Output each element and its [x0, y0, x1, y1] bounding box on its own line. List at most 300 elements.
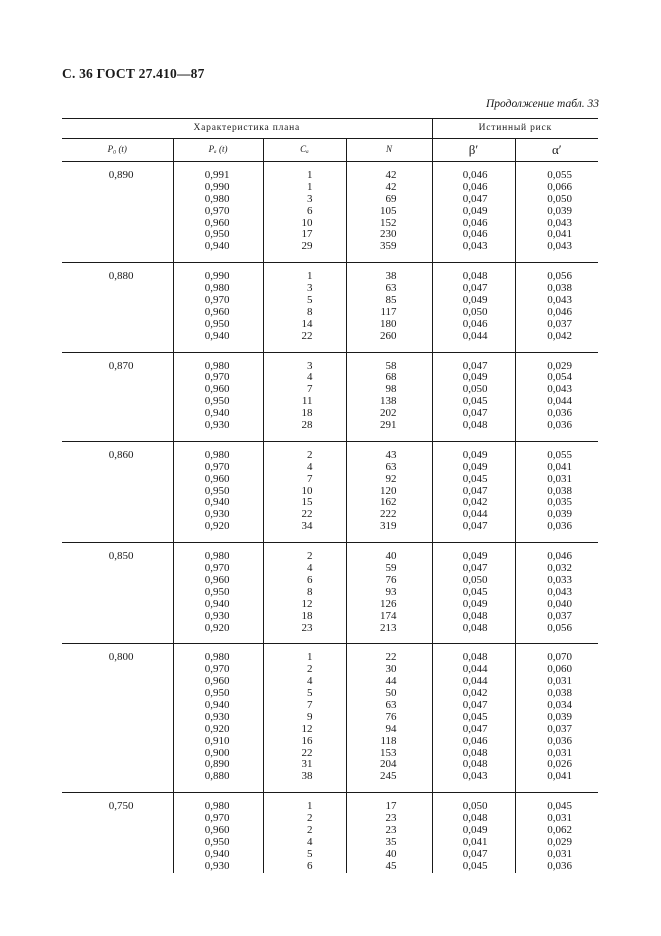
beta-value: 0,041 [462, 835, 488, 848]
alpha-value: 0,032 [547, 562, 573, 575]
alpha-value: 0,042 [547, 329, 573, 342]
pa-value: 0,980 [204, 192, 230, 205]
ca-value: 1 [307, 180, 313, 193]
pa-value: 0,970 [204, 294, 230, 307]
beta-value: 0,046 [462, 180, 488, 193]
pa-value: 0,960 [204, 383, 230, 396]
beta-cell [432, 162, 515, 263]
ca-value: 12 [301, 597, 313, 610]
pa-value: 0,990 [204, 270, 230, 283]
alpha-value: 0,066 [547, 180, 573, 193]
beta-value: 0,050 [462, 383, 488, 396]
pa-value: 0,970 [204, 204, 230, 217]
ca-value: 23 [301, 621, 313, 634]
alpha-cell [515, 441, 598, 542]
pa-cell [173, 352, 263, 441]
n-value: 153 [380, 746, 397, 759]
alpha-value: 0,046 [547, 305, 573, 318]
ca-value: 17 [301, 228, 313, 241]
n-value: 44 [385, 675, 397, 688]
beta-value: 0,050 [462, 305, 488, 318]
pa-value: 0,950 [204, 687, 230, 700]
column-header-beta: β′ [432, 139, 515, 162]
n-value: 50 [385, 687, 397, 700]
ca-value: 8 [307, 305, 313, 318]
alpha-value: 0,031 [547, 847, 573, 860]
alpha-value: 0,034 [547, 698, 573, 711]
ca-value: 4 [307, 562, 313, 575]
ca-cell [263, 352, 346, 441]
ca-cell [263, 644, 346, 793]
pa-value: 0,950 [204, 484, 230, 497]
ca-value: 4 [307, 371, 313, 384]
pa-cell [173, 543, 263, 644]
beta-value: 0,049 [462, 294, 488, 307]
pa-value: 0,890 [204, 758, 230, 771]
n-value: 213 [380, 621, 397, 634]
pa-value: 0,930 [204, 419, 230, 432]
beta-value: 0,048 [462, 651, 488, 664]
alpha-value: 0,045 [547, 800, 573, 813]
beta-value: 0,049 [462, 204, 488, 217]
ca-value: 3 [307, 359, 313, 372]
p0-cell [62, 543, 173, 644]
alpha-value: 0,041 [547, 460, 573, 473]
ca-value: 2 [307, 812, 313, 825]
alpha-value: 0,036 [547, 407, 573, 420]
table-row [62, 543, 598, 644]
beta-value: 0,047 [462, 722, 488, 735]
alpha-value: 0,043 [547, 294, 573, 307]
beta-value: 0,048 [462, 746, 488, 759]
alpha-value: 0,054 [547, 371, 573, 384]
pa-value: 0,940 [204, 407, 230, 420]
n-value: 40 [385, 550, 397, 563]
alpha-value: 0,031 [547, 746, 573, 759]
alpha-value: 0,036 [547, 859, 573, 872]
beta-value: 0,046 [462, 228, 488, 241]
n-value: 162 [380, 496, 397, 509]
beta-value: 0,045 [462, 859, 488, 872]
alpha-value: 0,036 [547, 520, 573, 533]
pa-value: 0,970 [204, 371, 230, 384]
beta-value: 0,048 [462, 812, 488, 825]
pa-value: 0,950 [204, 317, 230, 330]
ca-value: 3 [307, 282, 313, 295]
beta-value: 0,042 [462, 496, 488, 509]
n-value: 17 [385, 800, 397, 813]
table-row [62, 644, 598, 793]
p0-value: 0,880 [108, 270, 134, 283]
p0-cell [62, 263, 173, 352]
table-row [62, 793, 598, 873]
pa-value: 0,990 [204, 180, 230, 193]
pa-value: 0,920 [204, 722, 230, 735]
alpha-value: 0,041 [547, 770, 573, 783]
n-value: 319 [380, 520, 397, 533]
beta-value: 0,050 [462, 800, 488, 813]
column-header-p0: P₀ (t) [62, 139, 173, 162]
ca-value: 12 [301, 722, 313, 735]
n-value: 23 [385, 823, 397, 836]
pa-cell [173, 263, 263, 352]
beta-value: 0,048 [462, 758, 488, 771]
pa-value: 0,980 [204, 800, 230, 813]
beta-value: 0,047 [462, 698, 488, 711]
alpha-value: 0,035 [547, 496, 573, 509]
n-value: 98 [385, 383, 397, 396]
ca-value: 16 [301, 734, 313, 747]
alpha-value: 0,036 [547, 734, 573, 747]
ca-value: 7 [307, 383, 313, 396]
n-value: 58 [385, 359, 397, 372]
table-group [62, 263, 598, 352]
ca-value: 9 [307, 710, 313, 723]
ca-value: 6 [307, 573, 313, 586]
ca-value: 38 [301, 770, 313, 783]
beta-value: 0,044 [462, 663, 488, 676]
ca-value: 14 [301, 317, 313, 330]
ca-value: 2 [307, 550, 313, 563]
beta-value: 0,043 [462, 240, 488, 253]
pa-cell [173, 441, 263, 542]
alpha-cell [515, 162, 598, 263]
alpha-value: 0,043 [547, 216, 573, 229]
n-cell [346, 352, 432, 441]
n-value: 59 [385, 562, 397, 575]
pa-cell [173, 162, 263, 263]
beta-value: 0,047 [462, 484, 488, 497]
ca-value: 7 [307, 472, 313, 485]
n-value: 120 [380, 484, 397, 497]
alpha-value: 0,056 [547, 621, 573, 634]
pa-value: 0,980 [204, 651, 230, 664]
ca-value: 15 [301, 496, 313, 509]
table-row [62, 352, 598, 441]
ca-cell [263, 543, 346, 644]
n-cell [346, 162, 432, 263]
alpha-value: 0,036 [547, 419, 573, 432]
p0-cell [62, 162, 173, 263]
alpha-value: 0,050 [547, 192, 573, 205]
alpha-value: 0,070 [547, 651, 573, 664]
beta-value: 0,050 [462, 573, 488, 586]
p0-value: 0,860 [108, 448, 134, 461]
p0-cell [62, 352, 173, 441]
alpha-value: 0,039 [547, 204, 573, 217]
pa-value: 0,930 [204, 859, 230, 872]
beta-value: 0,049 [462, 550, 488, 563]
pa-value: 0,950 [204, 835, 230, 848]
pa-cell [173, 644, 263, 793]
n-value: 45 [385, 859, 397, 872]
beta-value: 0,047 [462, 407, 488, 420]
n-value: 63 [385, 460, 397, 473]
beta-value: 0,046 [462, 169, 488, 181]
n-value: 180 [380, 317, 397, 330]
pa-value: 0,991 [204, 169, 230, 181]
ca-value: 34 [301, 520, 313, 533]
n-value: 222 [380, 508, 397, 521]
pa-value: 0,950 [204, 585, 230, 598]
ca-value: 29 [301, 240, 313, 253]
beta-value: 0,046 [462, 216, 488, 229]
beta-value: 0,042 [462, 687, 488, 700]
n-value: 76 [385, 573, 397, 586]
n-value: 63 [385, 698, 397, 711]
table-group [62, 543, 598, 644]
n-value: 85 [385, 294, 397, 307]
beta-value: 0,046 [462, 317, 488, 330]
pa-value: 0,930 [204, 508, 230, 521]
alpha-value: 0,029 [547, 835, 573, 848]
column-header-alpha: α′ [515, 139, 598, 162]
pa-value: 0,950 [204, 395, 230, 408]
ca-value: 11 [301, 395, 313, 408]
p0-value: 0,800 [108, 651, 134, 664]
ca-value: 8 [307, 585, 313, 598]
alpha-value: 0,033 [547, 573, 573, 586]
pa-value: 0,940 [204, 496, 230, 509]
pa-value: 0,970 [204, 663, 230, 676]
ca-value: 2 [307, 448, 313, 461]
n-value: 76 [385, 710, 397, 723]
ca-value: 18 [301, 407, 313, 420]
p0-cell [62, 644, 173, 793]
pa-value: 0,900 [204, 746, 230, 759]
alpha-value: 0,062 [547, 823, 573, 836]
beta-value: 0,043 [462, 770, 488, 783]
ca-value: 22 [301, 508, 313, 521]
ca-value: 28 [301, 419, 313, 432]
ca-value: 22 [301, 329, 313, 342]
alpha-value: 0,041 [547, 228, 573, 241]
beta-value: 0,049 [462, 597, 488, 610]
pa-value: 0,950 [204, 228, 230, 241]
beta-cell [432, 644, 515, 793]
beta-value: 0,048 [462, 609, 488, 622]
ca-value: 4 [307, 675, 313, 688]
ca-value: 22 [301, 746, 313, 759]
ca-value: 1 [307, 651, 313, 664]
n-cell [346, 263, 432, 352]
ca-value: 5 [307, 687, 313, 700]
pa-value: 0,930 [204, 609, 230, 622]
ca-value: 5 [307, 294, 313, 307]
pa-value: 0,880 [204, 770, 230, 783]
ca-value: 4 [307, 835, 313, 848]
n-value: 105 [380, 204, 397, 217]
page-header: С. 36 ГОСТ 27.410—87 [62, 66, 205, 81]
column-header-n: N [346, 139, 432, 162]
pa-value: 0,960 [204, 573, 230, 586]
alpha-value: 0,031 [547, 472, 573, 485]
n-value: 245 [380, 770, 397, 783]
pa-value: 0,910 [204, 734, 230, 747]
beta-value: 0,049 [462, 448, 488, 461]
p0-value: 0,850 [108, 550, 134, 563]
p0-value: 0,750 [108, 800, 134, 813]
alpha-value: 0,046 [547, 550, 573, 563]
ca-cell [263, 263, 346, 352]
ca-value: 4 [307, 460, 313, 473]
alpha-value: 0,029 [547, 359, 573, 372]
p0-value: 0,890 [108, 169, 134, 181]
ca-value: 1 [307, 270, 313, 283]
beta-value: 0,048 [462, 270, 488, 283]
table-group [62, 793, 598, 873]
alpha-cell [515, 793, 598, 873]
alpha-value: 0,056 [547, 270, 573, 283]
table-continuation-label: Продолжение табл. 33 [486, 98, 599, 110]
beta-value: 0,045 [462, 472, 488, 485]
alpha-value: 0,060 [547, 663, 573, 676]
ca-cell [263, 793, 346, 873]
alpha-value: 0,043 [547, 383, 573, 396]
ca-value: 1 [307, 169, 313, 181]
beta-cell [432, 352, 515, 441]
beta-cell [432, 793, 515, 873]
ca-value: 2 [307, 823, 313, 836]
pa-value: 0,920 [204, 520, 230, 533]
column-header-ca: Cₐ [263, 139, 346, 162]
n-value: 22 [385, 651, 397, 664]
pa-value: 0,960 [204, 823, 230, 836]
p0-cell [62, 441, 173, 542]
pa-value: 0,980 [204, 282, 230, 295]
beta-cell [432, 543, 515, 644]
alpha-value: 0,043 [547, 240, 573, 253]
beta-value: 0,047 [462, 359, 488, 372]
beta-value: 0,047 [462, 847, 488, 860]
alpha-value: 0,037 [547, 317, 573, 330]
alpha-value: 0,043 [547, 585, 573, 598]
table-row [62, 441, 598, 542]
n-value: 174 [380, 609, 397, 622]
risk-table [62, 118, 598, 873]
alpha-value: 0,037 [547, 722, 573, 735]
p0-value: 0,870 [108, 359, 134, 372]
alpha-value: 0,040 [547, 597, 573, 610]
pa-value: 0,980 [204, 448, 230, 461]
n-value: 94 [385, 722, 397, 735]
n-value: 260 [380, 329, 397, 342]
ca-value: 10 [301, 484, 313, 497]
ca-cell [263, 162, 346, 263]
ca-value: 1 [307, 800, 313, 813]
beta-value: 0,044 [462, 508, 488, 521]
beta-value: 0,047 [462, 192, 488, 205]
n-cell [346, 644, 432, 793]
n-value: 126 [380, 597, 397, 610]
beta-value: 0,049 [462, 371, 488, 384]
n-value: 43 [385, 448, 397, 461]
n-value: 92 [385, 472, 397, 485]
table-group [62, 644, 598, 793]
alpha-value: 0,055 [547, 169, 573, 181]
beta-value: 0,047 [462, 562, 488, 575]
table-group [62, 162, 598, 263]
beta-cell [432, 441, 515, 542]
n-value: 202 [380, 407, 397, 420]
ca-value: 10 [301, 216, 313, 229]
p0-cell [62, 793, 173, 873]
n-value: 204 [380, 758, 397, 771]
n-cell [346, 793, 432, 873]
alpha-value: 0,055 [547, 448, 573, 461]
n-value: 35 [385, 835, 397, 848]
pa-value: 0,960 [204, 305, 230, 318]
beta-value: 0,049 [462, 823, 488, 836]
alpha-cell [515, 543, 598, 644]
beta-value: 0,045 [462, 585, 488, 598]
n-value: 42 [385, 169, 397, 181]
n-value: 291 [380, 419, 397, 432]
n-value: 69 [385, 192, 397, 205]
pa-value: 0,970 [204, 460, 230, 473]
alpha-value: 0,037 [547, 609, 573, 622]
n-value: 63 [385, 282, 397, 295]
n-value: 42 [385, 180, 397, 193]
alpha-value: 0,031 [547, 675, 573, 688]
beta-value: 0,048 [462, 621, 488, 634]
n-value: 68 [385, 371, 397, 384]
n-cell [346, 543, 432, 644]
alpha-cell [515, 644, 598, 793]
n-value: 30 [385, 663, 397, 676]
n-value: 40 [385, 847, 397, 860]
alpha-value: 0,031 [547, 812, 573, 825]
table-group [62, 441, 598, 542]
plan-characteristics-header: Характеристика плана [62, 119, 432, 139]
ca-value: 2 [307, 663, 313, 676]
pa-value: 0,960 [204, 675, 230, 688]
ca-value: 6 [307, 859, 313, 872]
alpha-value: 0,039 [547, 508, 573, 521]
pa-value: 0,980 [204, 550, 230, 563]
beta-value: 0,049 [462, 460, 488, 473]
beta-value: 0,048 [462, 419, 488, 432]
alpha-value: 0,039 [547, 710, 573, 723]
alpha-value: 0,038 [547, 282, 573, 295]
beta-value: 0,045 [462, 710, 488, 723]
n-value: 118 [380, 734, 397, 747]
pa-value: 0,930 [204, 710, 230, 723]
table-row [62, 162, 598, 263]
table-group [62, 352, 598, 441]
beta-value: 0,047 [462, 520, 488, 533]
n-value: 38 [385, 270, 397, 283]
beta-value: 0,047 [462, 282, 488, 295]
ca-value: 18 [301, 609, 313, 622]
ca-value: 7 [307, 698, 313, 711]
ca-value: 31 [301, 758, 313, 771]
pa-value: 0,920 [204, 621, 230, 634]
pa-value: 0,970 [204, 812, 230, 825]
beta-value: 0,044 [462, 675, 488, 688]
n-value: 138 [380, 395, 397, 408]
alpha-cell [515, 352, 598, 441]
ca-value: 3 [307, 192, 313, 205]
ca-value: 5 [307, 847, 313, 860]
pa-value: 0,980 [204, 359, 230, 372]
alpha-value: 0,038 [547, 484, 573, 497]
pa-value: 0,940 [204, 698, 230, 711]
alpha-value: 0,026 [547, 758, 573, 771]
alpha-value: 0,044 [547, 395, 573, 408]
pa-cell [173, 793, 263, 873]
n-value: 152 [380, 216, 397, 229]
